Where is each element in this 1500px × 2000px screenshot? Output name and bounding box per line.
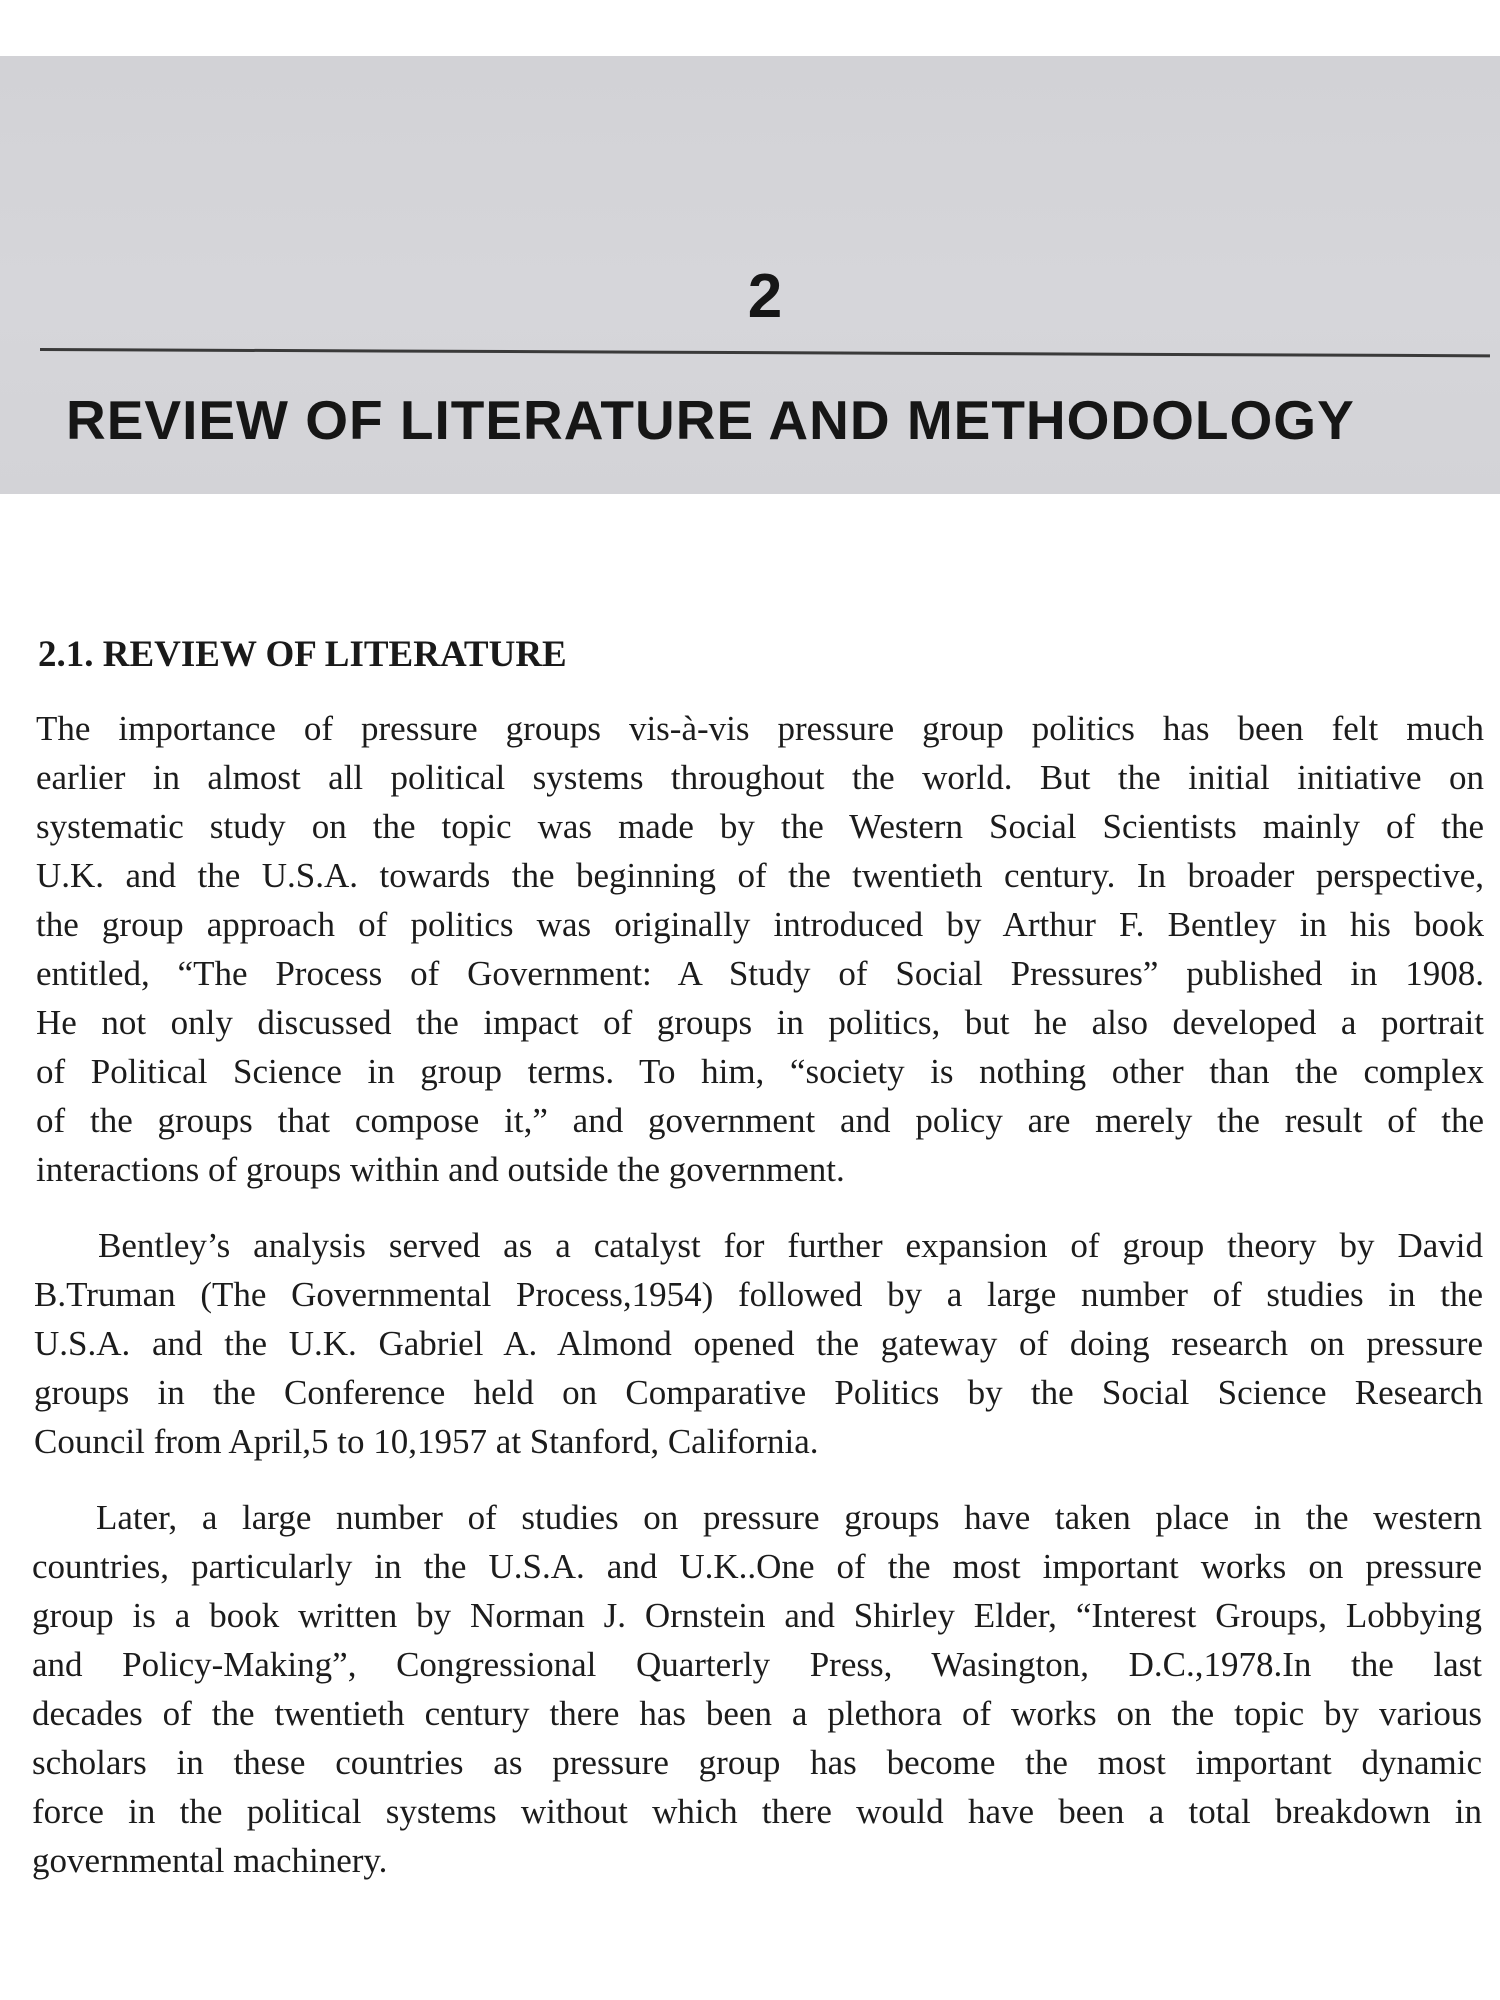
paragraph-2-line: B.Truman (The Governmental Process,1954) followed by a large number of studies in the: [34, 1275, 1483, 1314]
paragraph-3-line: group is a book written by Norman J. Ornstein and Shirley Elder, “Interest Groups, Lobbying: [32, 1596, 1482, 1635]
paragraph-1-line: the group approach of politics was originally introduced by Arthur F. Bentley in his book: [36, 905, 1484, 944]
paragraph-3-line: Later, a large number of studies on pressure groups have taken place in the western: [96, 1498, 1482, 1537]
paragraph-2-line: groups in the Conference held on Comparative Politics by the Social Science Research: [34, 1373, 1483, 1412]
paragraph-3-line: and Policy-Making”, Congressional Quarterly Press, Wasington, D.C.,1978.In the last: [32, 1645, 1482, 1684]
paragraph-1-line: interactions of groups within and outside the government.: [36, 1150, 845, 1189]
paragraph-3-line: countries, particularly in the U.S.A. and U.K..One of the most important works on pressure: [32, 1547, 1482, 1586]
chapter-title: REVIEW OF LITERATURE AND METHODOLOGY: [66, 389, 1355, 451]
paragraph-3-line: governmental machinery.: [32, 1841, 388, 1880]
paragraph-1-line: He not only discussed the impact of groups in politics, but he also developed a portrait: [36, 1003, 1484, 1042]
paragraph-3-line: scholars in these countries as pressure group has become the most important dynamic: [32, 1743, 1482, 1782]
paragraph-1-line: of the groups that compose it,” and government and policy are merely the result of the: [36, 1101, 1484, 1140]
paragraph-2-line: U.S.A. and the U.K. Gabriel A. Almond opened the gateway of doing research on pressure: [34, 1324, 1483, 1363]
chapter-number: 2: [747, 262, 783, 331]
paragraph-3-line: force in the political systems without which there would have been a total breakdown in: [32, 1792, 1482, 1831]
paragraph-1-line: systematic study on the topic was made by the Western Social Scientists mainly of the: [36, 807, 1484, 846]
paragraph-2-line: Bentley’s analysis served as a catalyst for further expansion of group theory by David: [98, 1226, 1483, 1265]
paragraph-1-line: earlier in almost all political systems throughout the world. But the initial initiative on: [36, 758, 1484, 797]
paragraph-1-line: entitled, “The Process of Government: A Study of Social Pressures” published in 1908.: [36, 954, 1484, 993]
page-top-margin: [0, 0, 1500, 56]
paragraph-2-line: Council from April,5 to 10,1957 at Stanford, California.: [34, 1422, 819, 1461]
paragraph-1-line: The importance of pressure groups vis-à-vis pressure group politics has been felt much: [36, 709, 1484, 748]
paragraph-1-line: U.K. and the U.S.A. towards the beginning of the twentieth century. In broader perspective,: [36, 856, 1484, 895]
paragraph-3-line: decades of the twentieth century there has been a plethora of works on the topic by various: [32, 1694, 1482, 1733]
paragraph-1-line: of Political Science in group terms. To him, “society is nothing other than the complex: [36, 1052, 1484, 1091]
section-heading: 2.1. REVIEW OF LITERATURE: [38, 634, 567, 675]
